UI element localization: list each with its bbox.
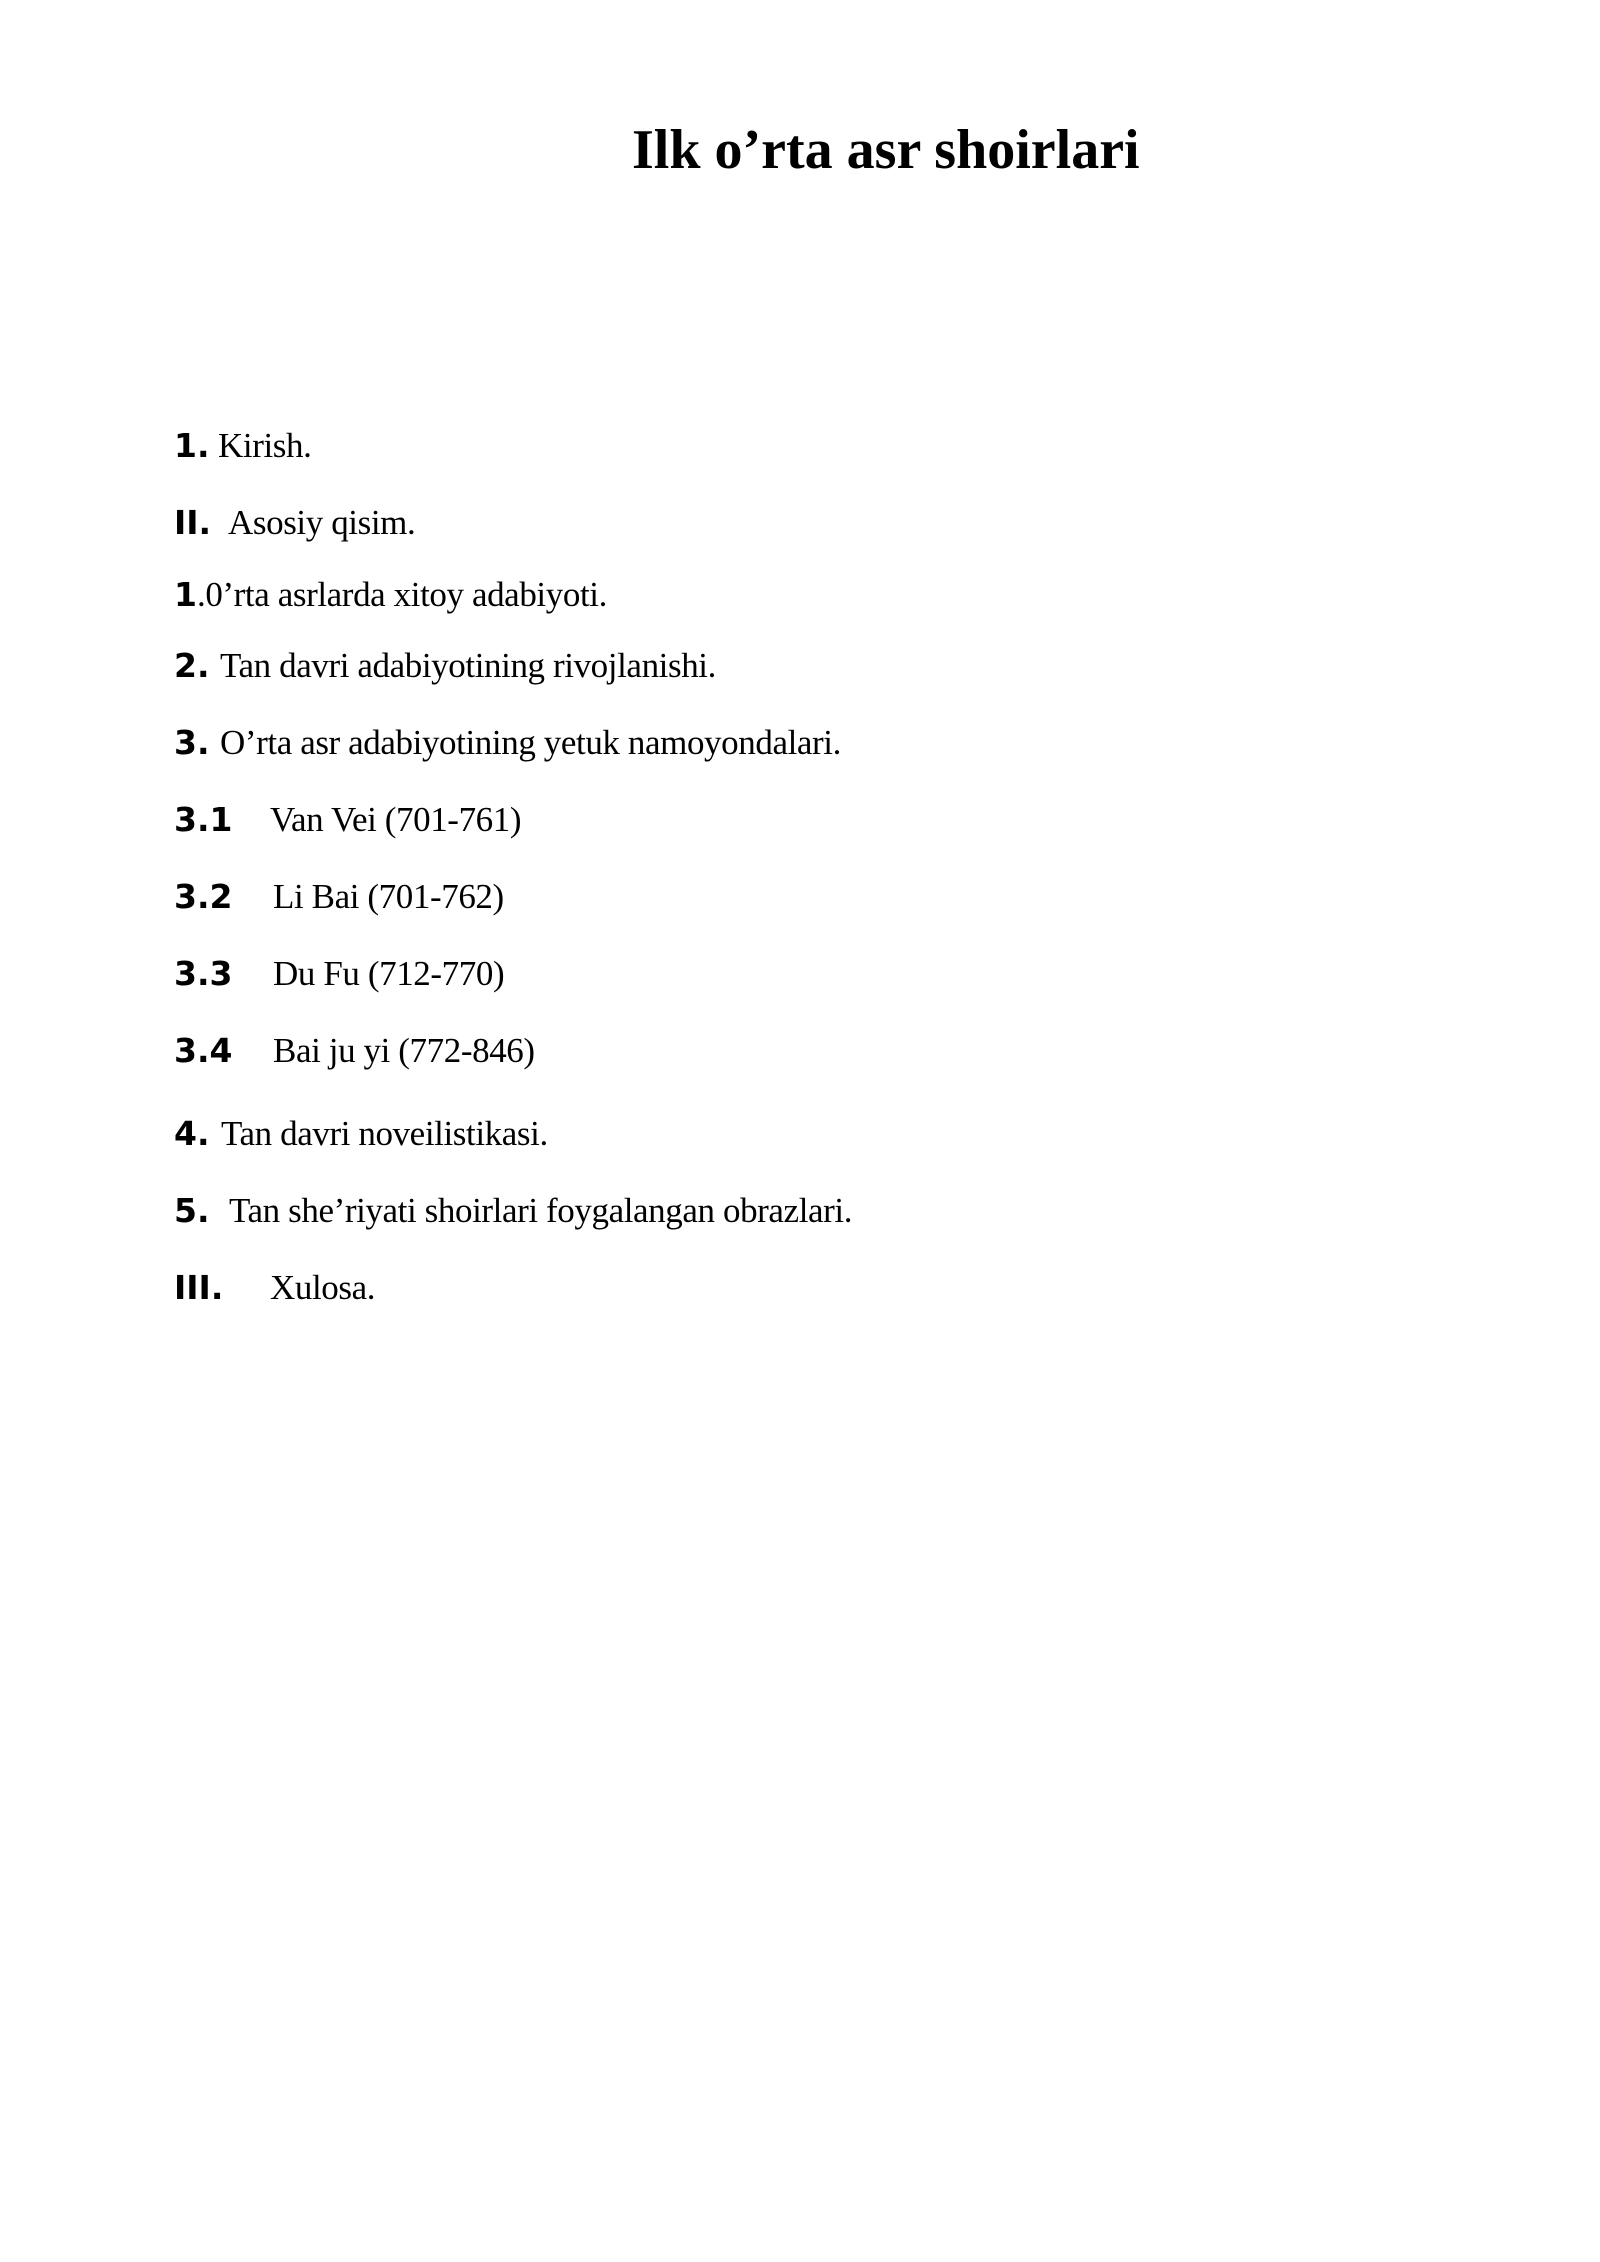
toc-item-number: 3.1	[174, 800, 233, 839]
toc-item-text: .0’rta asrlarda xitoy adabiyoti.	[196, 575, 607, 614]
toc-item-text: O’rta asr adabiyotining yetuk namoyondalari.	[220, 723, 841, 762]
toc-item-number: 3.	[174, 723, 210, 762]
toc-item-text: Tan davri adabiyotining rivojlanishi.	[220, 646, 716, 685]
toc-item-bai-ju-yi	[174, 1031, 535, 1071]
toc-item-text: Tan davri noveilistikasi.	[221, 1114, 548, 1153]
toc-item-van-vei	[174, 800, 521, 840]
toc-item-number: III.	[174, 1268, 224, 1307]
document-title: Ilk o’rta asr shoirlari	[632, 119, 1140, 181]
toc-item-du-fu	[174, 954, 504, 994]
toc-item-number: 1.	[174, 426, 210, 465]
toc-item-introduction	[174, 426, 311, 466]
toc-item-text: Li Bai (701-762)	[273, 877, 504, 916]
toc-item-number: 2.	[174, 646, 210, 685]
toc-item-text: Kirish.	[218, 426, 312, 465]
toc-item-text: Van Vei (701-761)	[270, 800, 522, 839]
toc-item-novelistics	[174, 1114, 548, 1154]
toc-item-li-bai	[174, 877, 504, 917]
toc-item-number: II.	[174, 503, 212, 542]
toc-item-images	[174, 1191, 852, 1231]
toc-item-main-part	[174, 503, 415, 543]
toc-item-representatives	[174, 723, 841, 763]
toc-item-number: 3.3	[174, 954, 233, 993]
toc-item-chinese-literature	[174, 575, 607, 615]
toc-item-text: Xulosa.	[270, 1268, 376, 1307]
toc-item-tang-literature	[174, 646, 716, 686]
toc-item-number: 5.	[174, 1191, 210, 1230]
toc-item-number: 3.2	[174, 877, 233, 916]
toc-item-text: Asosiy qisim.	[228, 503, 416, 542]
toc-item-text: Tan she’riyati shoirlari foygalangan obrazlari.	[229, 1191, 853, 1230]
toc-item-conclusion	[174, 1268, 375, 1308]
toc-item-number: 3.4	[174, 1031, 233, 1070]
toc-item-text: Bai ju yi (772-846)	[273, 1031, 535, 1070]
toc-item-number: 1	[174, 575, 197, 614]
toc-item-number: 4.	[174, 1114, 210, 1153]
toc-item-text: Du Fu (712-770)	[273, 954, 505, 993]
